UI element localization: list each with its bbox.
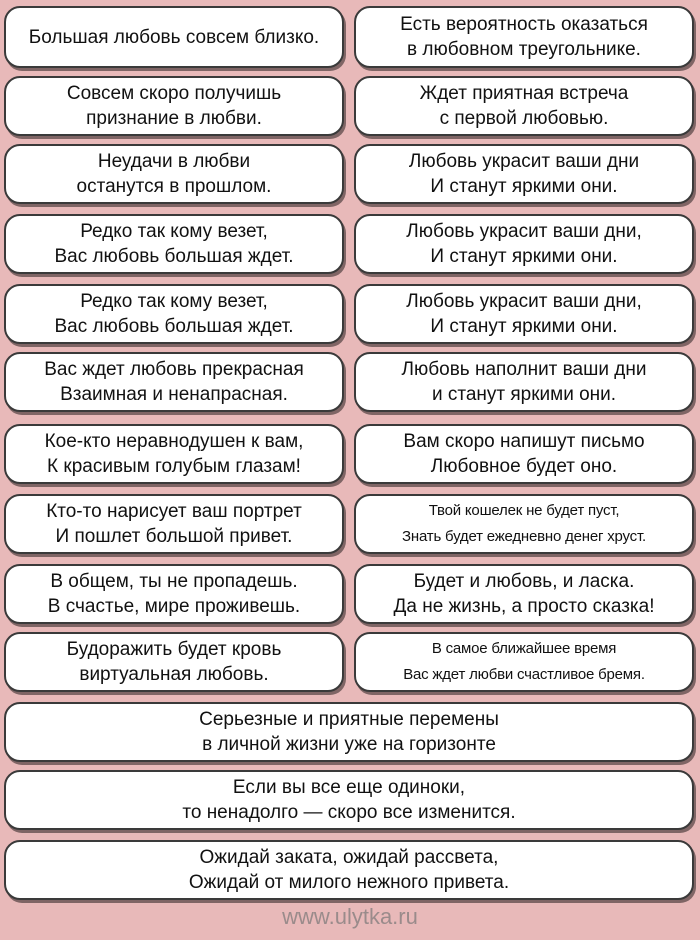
site-watermark: www.ulytka.ru (282, 904, 418, 929)
card-line: Взаимная и ненапрасная. (60, 384, 288, 405)
card-line: В общем, ты не пропадешь. (50, 571, 298, 592)
card-line: И пошлет большой привет. (55, 526, 293, 547)
prediction-card-15 (4, 494, 344, 554)
prediction-card-8 (354, 214, 694, 274)
card-line: И станут яркими они. (430, 246, 618, 267)
card-line: И станут яркими они. (430, 176, 618, 197)
card-line: виртуальная любовь. (79, 664, 269, 685)
card-line: Будоражить будет кровь (66, 639, 282, 660)
card-line: Серьезные и приятные перемены (199, 709, 499, 730)
card-line: Редко так кому везет, (80, 291, 268, 312)
prediction-card-19 (4, 632, 344, 692)
card-line: Вас любовь большая ждет. (54, 316, 294, 337)
prediction-card-5 (4, 144, 344, 204)
prediction-card-21 (4, 702, 694, 762)
prediction-card-23 (4, 840, 694, 900)
prediction-card-16 (354, 494, 694, 554)
card-line: Ожидай заката, ожидай рассвета, (199, 847, 499, 868)
card-line: и станут яркими они. (431, 384, 617, 405)
prediction-card-3 (4, 76, 344, 136)
card-line: Ждет приятная встреча (419, 83, 629, 104)
card-line: останутся в прошлом. (76, 176, 272, 197)
card-line: Совсем скоро получишь (66, 83, 282, 104)
card-line: Любовь наполнит ваши дни (401, 359, 647, 380)
card-line: Вас ждет любви счастливое бремя. (403, 666, 645, 683)
card-line: Вас ждет любовь прекрасная (44, 359, 304, 380)
card-line: Да не жизнь, а просто сказка! (393, 596, 655, 617)
card-line: Вас любовь большая ждет. (54, 246, 294, 267)
card-line: Кое-кто неравнодушен к вам, (44, 431, 304, 452)
card-line: Если вы все еще одиноки, (232, 777, 466, 798)
card-line: Редко так кому везет, (80, 221, 268, 242)
card-line: В счастье, мире проживешь. (47, 596, 301, 617)
card-line: Любовь украсит ваши дни, (406, 221, 642, 242)
card-line: Неудачи в любви (97, 151, 251, 172)
card-line: с первой любовью. (439, 108, 609, 129)
prediction-card-11 (4, 352, 344, 412)
prediction-card-20 (354, 632, 694, 692)
card-line: И станут яркими они. (430, 316, 618, 337)
card-line: Ожидай от милого нежного привета. (188, 872, 510, 893)
prediction-card-4 (354, 76, 694, 136)
card-line: Любовь украсит ваши дни, (406, 291, 642, 312)
card-line: Знать будет ежедневно денег хруст. (402, 528, 646, 545)
prediction-card-13 (4, 424, 344, 484)
card-line: В самое ближайшее время (431, 640, 617, 657)
prediction-card-7 (4, 214, 344, 274)
prediction-card-6 (354, 144, 694, 204)
prediction-card-17 (4, 564, 344, 624)
card-line: Любовное будет оно. (430, 456, 618, 477)
card-line: Твой кошелек не будет пуст, (428, 502, 620, 519)
card-line: Есть вероятность оказаться (400, 14, 648, 35)
card-line: К красивым голубым глазам! (47, 456, 301, 477)
prediction-card-18 (354, 564, 694, 624)
prediction-card-10 (354, 284, 694, 344)
prediction-card-14 (354, 424, 694, 484)
prediction-card-9 (4, 284, 344, 344)
prediction-card-12 (354, 352, 694, 412)
card-line: Любовь украсит ваши дни (408, 151, 640, 172)
card-line: признание в любви. (86, 108, 262, 129)
card-line: то ненадолго — скоро все изменится. (182, 802, 516, 823)
prediction-card-1 (4, 6, 344, 68)
prediction-card-22 (4, 770, 694, 830)
card-line: Вам скоро напишут письмо (403, 431, 645, 452)
card-line: Кто-то нарисует ваш портрет (46, 501, 302, 522)
card-line: Большая любовь совсем близко. (28, 26, 320, 48)
card-line: в личной жизни уже на горизонте (202, 734, 496, 755)
card-line: в любовном треугольнике. (407, 39, 641, 60)
prediction-card-2 (354, 6, 694, 68)
card-line: Будет и любовь, и ласка. (413, 571, 635, 592)
